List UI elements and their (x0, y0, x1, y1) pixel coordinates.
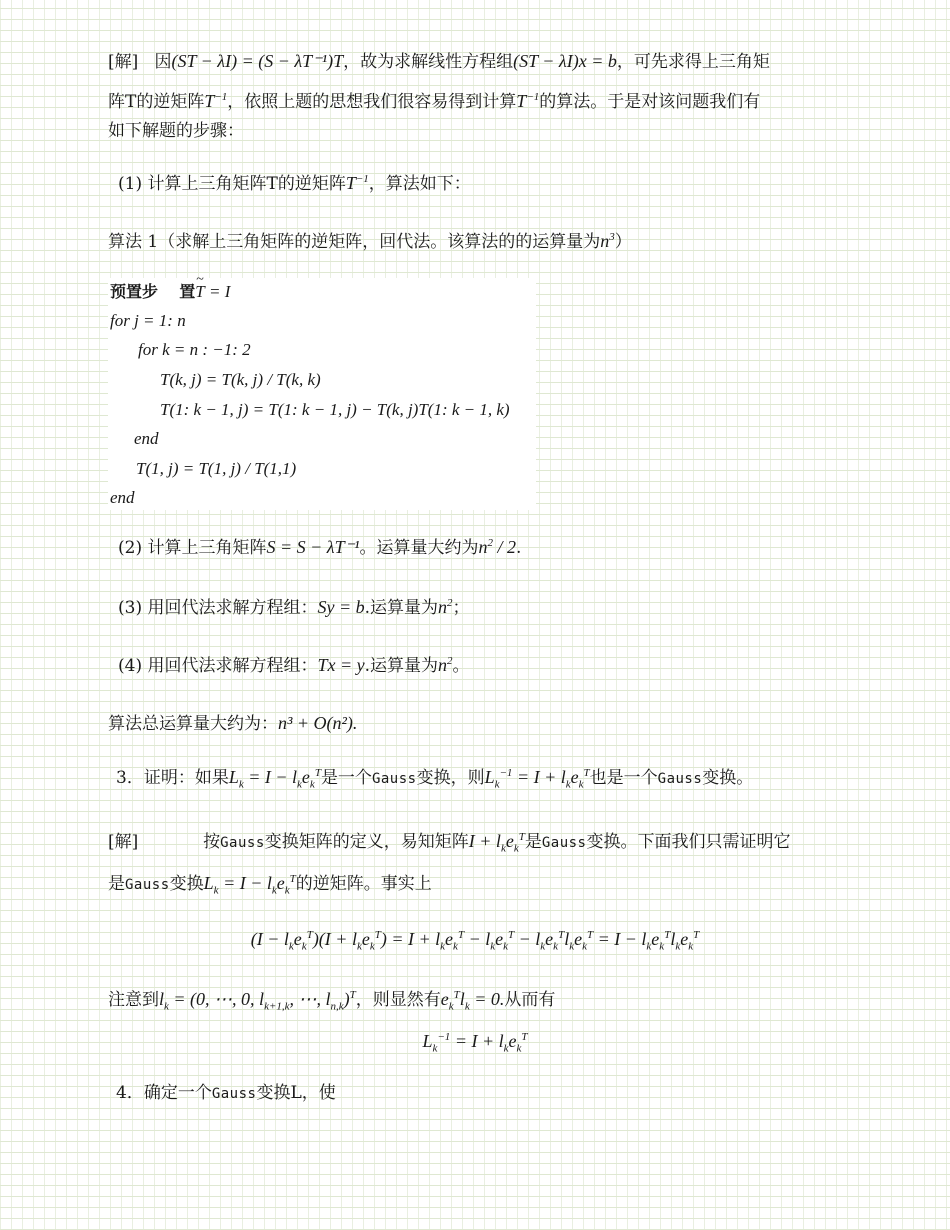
equation-total: n³ + O(n²). (278, 713, 358, 733)
algorithm-box (108, 278, 536, 510)
algo-line-preset: 预置步 置T ~ = I (110, 280, 230, 304)
solution-3-line2: 是Gauss变换$L_k = I - l_ke_k^T$的逆矩阵。事实上 (108, 873, 432, 897)
step-1: (1) 计算上三角矩阵T的逆矩阵$T^{-1}$，算法如下： (118, 173, 471, 194)
solution-tag: [解] (108, 52, 139, 72)
step-3: (3) 用回代法求解方程组：Sy = b.运算量为$n^2$； (118, 597, 470, 618)
equation-tx-y: Tx = y (317, 655, 365, 675)
note-line: 注意到$l_k = (0$, ⋯, 0, $l_{k+1,k}$, ⋯, $l_{n,k})^T$，则显然有$e_k^Tl_k = 0$.从而有 (108, 989, 556, 1013)
algo-line-first-row: T(1, j) = T(1, j) / T(1,1) (136, 459, 297, 478)
equation-sy-b: Sy = b (317, 597, 365, 617)
solution-paragraph-1-line2: 阵T的逆矩阵$T^{-1}$，依照上题的思想我们很容易得到计算$T^{-1}$的算法。于是对该问题我们有 (108, 91, 761, 112)
algorithm-1-caption: 算法 1（求解上三角矩阵的逆矩阵，回代法。该算法的的运算量为$n^3$） (108, 231, 632, 252)
question-3: 3．证明：如果$L_k = I - l_ke_k^T$是一个Gauss变换，则$L_k^{-1} = I + l_ke_k^T$也是一个Gauss变换。 (116, 767, 754, 791)
step-4: (4) 用回代法求解方程组：Tx = y.运算量为$n^2$。 (118, 655, 470, 676)
solution-paragraph-1: [解] 因(ST − λI) = (S − λT⁻¹)T，故为求解线性方程组(ST − λI)x = b，可先求得上三角矩 (108, 51, 770, 72)
equation-factorization: (ST − λI) = (S − λT⁻¹)T (171, 51, 344, 71)
algo-line-for-k: for k = n : −1: 2 (138, 340, 251, 359)
total-cost: 算法总运算量大约为：n³ + O(n²). (108, 713, 358, 734)
algo-line-scale: T(k, j) = T(k, j) / T(k, k) (160, 370, 321, 389)
step-2: (2) 计算上三角矩阵S = S − λT⁻¹。运算量大约为$n^2 / 2$. (118, 537, 522, 558)
equation-product: $(I - l_ke_k^T)(I + l_ke_k^T) = I + l_ke_k^T - l_ke_k^T - l_ke_k^Tl_ke_k^T = I - l_ke_k^Tl_ke_k^T$ (250, 929, 700, 953)
algo-line-update: T(1: k − 1, j) = T(1: k − 1, j) − T(k, j)T(1: k − 1, k) (160, 400, 510, 419)
solution-paragraph-1-line3: 如下解题的步骤： (108, 121, 244, 141)
algo-line-for-j: for j = 1: n (110, 311, 186, 330)
solution-3-line1: [解] 按Gauss变换矩阵的定义，易知矩阵$I + l_ke_k^T$是Gauss变换。下面我们只需证明它 (108, 831, 791, 855)
equation-inverse: $L_k^{-1} = I + l_ke_k^T$ (422, 1031, 528, 1055)
equation-s-tilde: S = S − λT⁻¹ (266, 537, 360, 557)
algo-line-end-outer: end (110, 488, 135, 507)
question-4: 4．确定一个Gauss变换L，使 (116, 1083, 336, 1103)
equation-linear-system: (ST − λI)x = b (513, 51, 617, 71)
algo-line-end-inner: end (134, 429, 159, 448)
